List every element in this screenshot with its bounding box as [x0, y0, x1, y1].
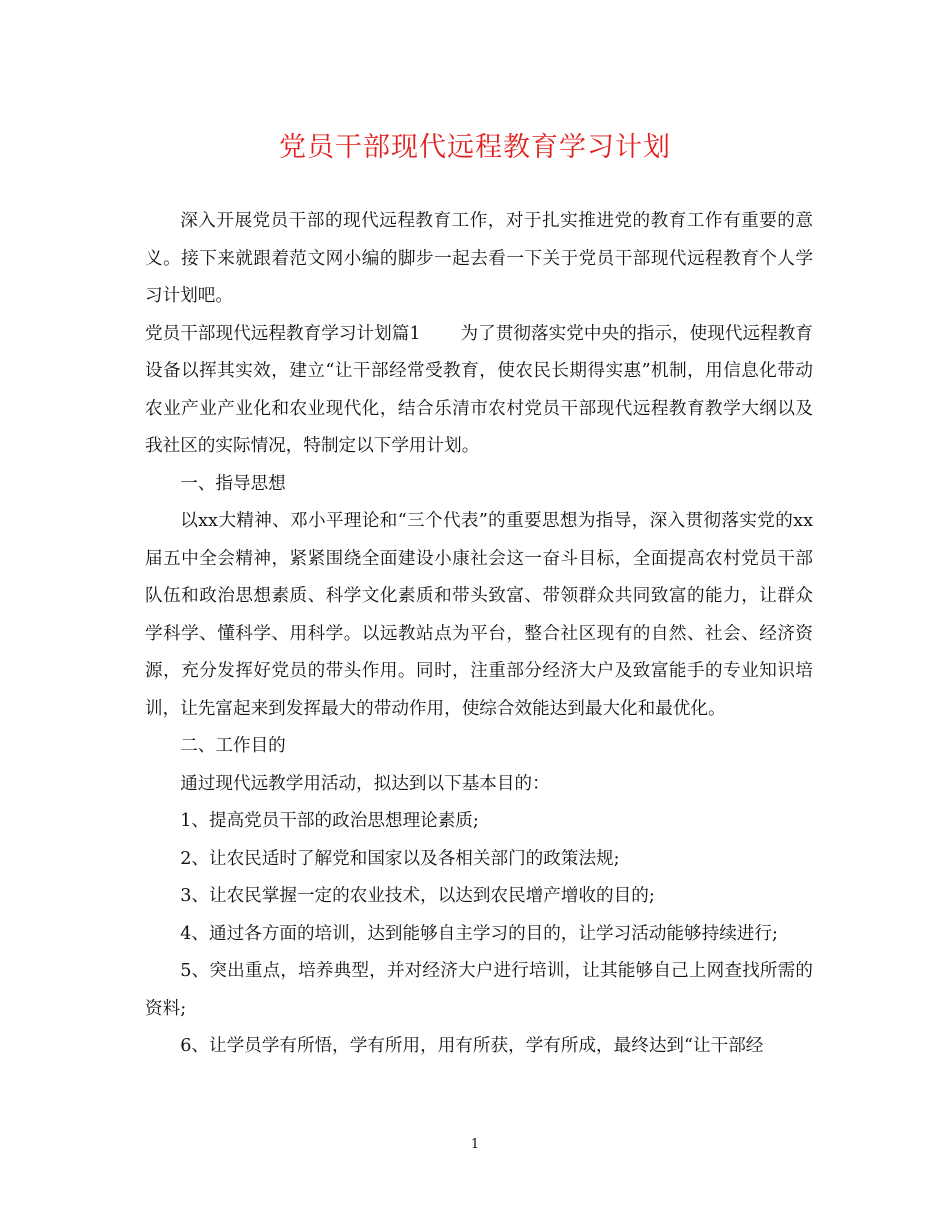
intro-paragraph: 深入开展党员干部的现代远程教育工作，对于扎实推进党的教育工作有重要的意义。接下来就跟着范文网小编的脚步一起去看一下关于党员干部现代远程教育个人学习计划吧。 — [145, 211, 813, 306]
article-heading: 党员干部现代远程教育学习计划篇1 — [145, 323, 421, 344]
goal-item: 5、突出重点，培养典型，并对经济大户进行培训，让其能够自己上网查找所需的资料; — [145, 961, 813, 1019]
goal-item: 6、让学员学有所悟，学有所用，用有所获，学有所成，最终达到“让干部经 — [180, 1036, 764, 1056]
document-body — [145, 203, 813, 1066]
goal-item: 4、通过各方面的培训，达到能够自主学习的目的，让学习活动能够持续进行; — [180, 923, 778, 944]
goal-item: 2、让农民适时了解党和国家以及各相关部门的政策法规; — [180, 848, 620, 869]
article-lead: 为了贯彻落实党中央的指示，使现代远程教育设备以挥其实效，建立“让干部经常受教育，使农民长期得实惠”机制，用信息化带动农业产业产业化和农业现代化，结合乐清市农村党员干部现代远程教育教学大纲以及我社区的实际情况，特制定以下学用计划。 — [145, 323, 813, 456]
section1-body: 以xx大精神、邓小平理论和“三个代表”的重要思想为指导，深入贯彻落实党的xx届五中全会精神，紧紧围绕全面建设小康社会这一奋斗目标，全面提高农村党员干部队伍和政治思想素质、科学文化素质和带头致富、带领群众共同致富的能力，让群众学科学、懂科学、用科学。以远教站点为平台，整合社区现有的自然、社会、经济资源，充分发挥好党员的带头作用。同时，注重部分经济大户及致富能手的专业知识培训，让先富起来到发挥最大的带动作用，使综合效能达到最大化和最优化。 — [145, 511, 813, 719]
section1-heading: 一、指导思想 — [180, 473, 286, 494]
section2-heading: 二、工作目的 — [180, 736, 286, 756]
section2-intro: 通过现代远教学用活动，拟达到以下基本目的： — [180, 773, 550, 794]
goal-item: 1、提高党员干部的政治思想理论素质; — [180, 811, 479, 831]
page-number: 1 — [470, 1137, 480, 1152]
article-paragraph — [145, 316, 813, 466]
goal-item: 3、让农民掌握一定的农业技术，以达到农民增产增收的目的; — [180, 886, 655, 906]
document-title: 党员干部现代远程教育学习计划 — [279, 132, 671, 163]
